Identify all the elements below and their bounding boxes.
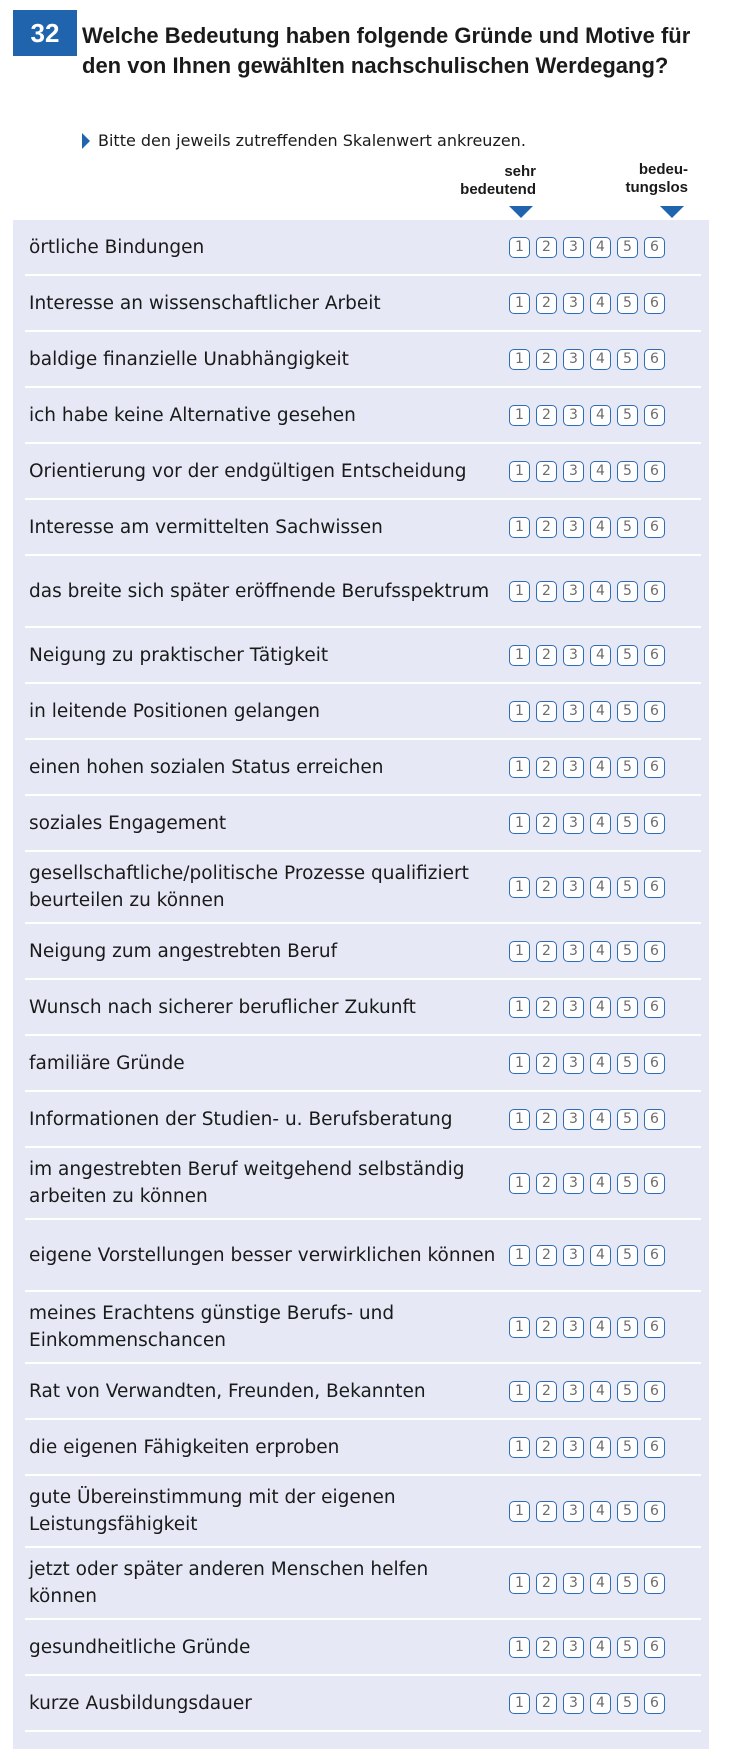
question-row <box>25 444 701 500</box>
scale-checkbox-4[interactable]: 4 <box>590 645 611 666</box>
scale-checkbox-2[interactable]: 2 <box>536 1637 557 1658</box>
scale-checkbox-6[interactable]: 6 <box>644 1317 665 1338</box>
scale-checkbox-4[interactable]: 4 <box>590 1317 611 1338</box>
scale-checkbox-6[interactable]: 6 <box>644 237 665 258</box>
scale-checkbox-2[interactable]: 2 <box>536 757 557 778</box>
scale-checkbox-3[interactable]: 3 <box>563 581 584 602</box>
scale-options <box>509 997 665 1018</box>
scale-checkbox-5[interactable]: 5 <box>617 997 638 1018</box>
question-row <box>25 500 701 556</box>
row-label: Orientierung vor der endgültigen Entscheidung <box>29 460 467 482</box>
scale-options <box>509 237 665 258</box>
scale-options <box>509 1381 665 1402</box>
scale-checkbox-6[interactable]: 6 <box>644 701 665 722</box>
row-label: Interesse an wissenschaftlicher Arbeit <box>29 292 381 314</box>
scale-checkbox-2[interactable]: 2 <box>536 1109 557 1130</box>
scale-checkbox-3[interactable]: 3 <box>563 877 584 898</box>
scale-options <box>509 645 665 666</box>
scale-checkbox-2[interactable]: 2 <box>536 701 557 722</box>
scale-checkbox-5[interactable]: 5 <box>617 1437 638 1458</box>
scale-checkbox-6[interactable]: 6 <box>644 645 665 666</box>
scale-checkbox-1[interactable]: 1 <box>509 349 530 370</box>
scale-checkbox-5[interactable]: 5 <box>617 293 638 314</box>
scale-checkbox-4[interactable]: 4 <box>590 941 611 962</box>
scale-checkbox-6[interactable]: 6 <box>644 1573 665 1594</box>
scale-checkbox-3[interactable]: 3 <box>563 645 584 666</box>
scale-checkbox-1[interactable]: 1 <box>509 1245 530 1266</box>
scale-checkbox-2[interactable]: 2 <box>536 405 557 426</box>
scale-checkbox-5[interactable]: 5 <box>617 517 638 538</box>
triangle-right-icon <box>82 133 90 149</box>
scale-checkbox-1[interactable]: 1 <box>509 1693 530 1714</box>
row-label: baldige finanzielle Unabhängigkeit <box>29 348 349 370</box>
scale-checkbox-3[interactable]: 3 <box>563 1501 584 1522</box>
scale-checkbox-1[interactable]: 1 <box>509 1437 530 1458</box>
scale-checkbox-5[interactable]: 5 <box>617 701 638 722</box>
question-row <box>25 1620 701 1676</box>
row-label: Interesse am vermittelten Sachwissen <box>29 516 383 538</box>
scale-checkbox-3[interactable]: 3 <box>563 517 584 538</box>
scale-options <box>509 581 665 602</box>
scale-checkbox-2[interactable]: 2 <box>536 645 557 666</box>
question-row <box>25 924 701 980</box>
scale-checkbox-2[interactable]: 2 <box>536 1053 557 1074</box>
scale-checkbox-6[interactable]: 6 <box>644 1437 665 1458</box>
scale-options <box>509 877 665 898</box>
scale-options <box>509 1693 665 1714</box>
row-label: kurze Ausbildungsdauer <box>29 1692 252 1714</box>
scale-options <box>509 941 665 962</box>
scale-checkbox-4[interactable]: 4 <box>590 1173 611 1194</box>
question-row <box>25 980 701 1036</box>
scale-checkbox-2[interactable]: 2 <box>536 1381 557 1402</box>
scale-checkbox-5[interactable]: 5 <box>617 1053 638 1074</box>
scale-checkbox-6[interactable]: 6 <box>644 1109 665 1130</box>
scale-checkbox-2[interactable]: 2 <box>536 581 557 602</box>
scale-checkbox-1[interactable]: 1 <box>509 581 530 602</box>
scale-checkbox-4[interactable]: 4 <box>590 997 611 1018</box>
scale-options <box>509 517 665 538</box>
scale-checkbox-1[interactable]: 1 <box>509 461 530 482</box>
row-label: meines Erachtens günstige Berufs- und Einkommenschancen <box>29 1303 395 1351</box>
scale-checkbox-3[interactable]: 3 <box>563 1437 584 1458</box>
question-row <box>25 1220 701 1292</box>
scale-checkbox-3[interactable]: 3 <box>563 701 584 722</box>
row-label: Informationen der Studien- u. Berufsberatung <box>29 1108 453 1130</box>
scale-checkbox-4[interactable]: 4 <box>590 1245 611 1266</box>
question-row <box>25 1548 701 1620</box>
scale-checkbox-4[interactable]: 4 <box>590 1381 611 1402</box>
scale-checkbox-6[interactable]: 6 <box>644 1053 665 1074</box>
row-label: jetzt oder später anderen Menschen helfen können <box>29 1559 429 1607</box>
scale-checkbox-5[interactable]: 5 <box>617 349 638 370</box>
scale-checkbox-6[interactable]: 6 <box>644 405 665 426</box>
scale-checkbox-2[interactable]: 2 <box>536 1501 557 1522</box>
question-row <box>25 1292 701 1364</box>
scale-checkbox-4[interactable]: 4 <box>590 701 611 722</box>
question-number: 32 <box>30 17 60 48</box>
scale-checkbox-2[interactable]: 2 <box>536 1245 557 1266</box>
scale-checkbox-1[interactable]: 1 <box>509 813 530 834</box>
scale-checkbox-6[interactable]: 6 <box>644 877 665 898</box>
scale-checkbox-5[interactable]: 5 <box>617 461 638 482</box>
scale-checkbox-1[interactable]: 1 <box>509 997 530 1018</box>
scale-checkbox-3[interactable]: 3 <box>563 1173 584 1194</box>
scale-checkbox-4[interactable]: 4 <box>590 237 611 258</box>
scale-checkbox-3[interactable]: 3 <box>563 1109 584 1130</box>
scale-checkbox-3[interactable]: 3 <box>563 237 584 258</box>
question-row <box>25 628 701 684</box>
row-label: eigene Vorstellungen besser verwirklichen können <box>29 1244 496 1266</box>
scale-checkbox-2[interactable]: 2 <box>536 1573 557 1594</box>
scale-checkbox-3[interactable]: 3 <box>563 1573 584 1594</box>
question-row <box>25 796 701 852</box>
scale-checkbox-5[interactable]: 5 <box>617 1245 638 1266</box>
scale-checkbox-1[interactable]: 1 <box>509 701 530 722</box>
scale-checkbox-6[interactable]: 6 <box>644 517 665 538</box>
scale-checkbox-4[interactable]: 4 <box>590 517 611 538</box>
scale-checkbox-5[interactable]: 5 <box>617 941 638 962</box>
scale-options <box>509 1173 665 1194</box>
scale-checkbox-2[interactable]: 2 <box>536 461 557 482</box>
scale-checkbox-4[interactable]: 4 <box>590 1109 611 1130</box>
scale-checkbox-2[interactable]: 2 <box>536 293 557 314</box>
scale-checkbox-3[interactable]: 3 <box>563 997 584 1018</box>
question-row <box>25 1036 701 1092</box>
scale-checkbox-6[interactable]: 6 <box>644 757 665 778</box>
scale-checkbox-4[interactable]: 4 <box>590 813 611 834</box>
scale-options <box>509 1053 665 1074</box>
scale-checkbox-3[interactable]: 3 <box>563 349 584 370</box>
question-row <box>25 684 701 740</box>
scale-checkbox-4[interactable]: 4 <box>590 1501 611 1522</box>
row-label: in leitende Positionen gelangen <box>29 700 320 722</box>
scale-options <box>509 1109 665 1130</box>
row-label: das breite sich später eröffnende Berufsspektrum <box>29 580 490 602</box>
question-row <box>25 388 701 444</box>
scale-checkbox-5[interactable]: 5 <box>617 1381 638 1402</box>
scale-checkbox-2[interactable]: 2 <box>536 1317 557 1338</box>
scale-options <box>509 1637 665 1658</box>
scale-checkbox-3[interactable]: 3 <box>563 1317 584 1338</box>
scale-checkbox-5[interactable]: 5 <box>617 1501 638 1522</box>
scale-checkbox-6[interactable]: 6 <box>644 461 665 482</box>
scale-checkbox-2[interactable]: 2 <box>536 349 557 370</box>
scale-checkbox-1[interactable]: 1 <box>509 293 530 314</box>
scale-options <box>509 405 665 426</box>
row-label: gesellschaftliche/politische Prozesse qualifiziert beurteilen zu können <box>29 863 469 911</box>
row-label: gute Übereinstimmung mit der eigenen Leistungsfähigkeit <box>29 1487 396 1535</box>
row-label: die eigenen Fähigkeiten erproben <box>29 1436 340 1458</box>
row-label: Rat von Verwandten, Freunden, Bekannten <box>29 1380 426 1402</box>
scale-checkbox-1[interactable]: 1 <box>509 517 530 538</box>
scale-options <box>509 461 665 482</box>
scale-checkbox-1[interactable]: 1 <box>509 757 530 778</box>
scale-checkbox-4[interactable]: 4 <box>590 293 611 314</box>
scale-checkbox-5[interactable]: 5 <box>617 757 638 778</box>
scale-checkbox-2[interactable]: 2 <box>536 1693 557 1714</box>
scale-checkbox-3[interactable]: 3 <box>563 1245 584 1266</box>
scale-options <box>509 1501 665 1522</box>
scale-options <box>509 1573 665 1594</box>
scale-checkbox-2[interactable]: 2 <box>536 517 557 538</box>
scale-checkbox-4[interactable]: 4 <box>590 1053 611 1074</box>
question-row <box>25 1676 701 1732</box>
row-label: familiäre Gründe <box>29 1052 185 1074</box>
scale-checkbox-3[interactable]: 3 <box>563 1637 584 1658</box>
scale-checkbox-1[interactable]: 1 <box>509 1573 530 1594</box>
scale-checkbox-6[interactable]: 6 <box>644 1637 665 1658</box>
scale-checkbox-4[interactable]: 4 <box>590 349 611 370</box>
scale-checkbox-2[interactable]: 2 <box>536 941 557 962</box>
scale-checkbox-6[interactable]: 6 <box>644 1381 665 1402</box>
scale-checkbox-5[interactable]: 5 <box>617 877 638 898</box>
scale-checkbox-1[interactable]: 1 <box>509 405 530 426</box>
question-row <box>25 1148 701 1220</box>
scale-options <box>509 1245 665 1266</box>
row-label: einen hohen sozialen Status erreichen <box>29 756 384 778</box>
scale-left-label: sehr bedeutend <box>460 163 536 198</box>
row-label: ich habe keine Alternative gesehen <box>29 404 356 426</box>
triangle-down-icon <box>509 206 533 218</box>
scale-checkbox-6[interactable]: 6 <box>644 293 665 314</box>
row-label: gesundheitliche Gründe <box>29 1636 251 1658</box>
question-row <box>25 740 701 796</box>
question-row <box>25 1092 701 1148</box>
scale-checkbox-4[interactable]: 4 <box>590 461 611 482</box>
scale-checkbox-6[interactable]: 6 <box>644 581 665 602</box>
scale-checkbox-6[interactable]: 6 <box>644 1693 665 1714</box>
scale-checkbox-5[interactable]: 5 <box>617 645 638 666</box>
scale-checkbox-6[interactable]: 6 <box>644 1245 665 1266</box>
scale-checkbox-1[interactable]: 1 <box>509 1109 530 1130</box>
question-title: Welche Bedeutung haben folgende Gründe und Motive für den von Ihnen gewählten nachschulischen Werdegang? <box>82 23 691 78</box>
scale-checkbox-1[interactable]: 1 <box>509 645 530 666</box>
scale-checkbox-5[interactable]: 5 <box>617 405 638 426</box>
scale-checkbox-5[interactable]: 5 <box>617 1573 638 1594</box>
scale-checkbox-3[interactable]: 3 <box>563 405 584 426</box>
scale-checkbox-3[interactable]: 3 <box>563 813 584 834</box>
scale-options <box>509 1317 665 1338</box>
scale-checkbox-5[interactable]: 5 <box>617 1637 638 1658</box>
scale-checkbox-3[interactable]: 3 <box>563 461 584 482</box>
question-number-badge <box>13 10 77 56</box>
row-label: Neigung zum angestrebten Beruf <box>29 940 338 962</box>
scale-checkbox-5[interactable]: 5 <box>617 813 638 834</box>
scale-checkbox-1[interactable]: 1 <box>509 237 530 258</box>
scale-checkbox-2[interactable]: 2 <box>536 997 557 1018</box>
scale-checkbox-6[interactable]: 6 <box>644 349 665 370</box>
question-row <box>25 1420 701 1476</box>
scale-checkbox-4[interactable]: 4 <box>590 757 611 778</box>
instruction <box>82 131 526 150</box>
scale-checkbox-6[interactable]: 6 <box>644 813 665 834</box>
question-row <box>25 852 701 924</box>
scale-checkbox-5[interactable]: 5 <box>617 1109 638 1130</box>
scale-checkbox-3[interactable]: 3 <box>563 1693 584 1714</box>
scale-checkbox-6[interactable]: 6 <box>644 941 665 962</box>
question-row <box>25 556 701 628</box>
question-row <box>25 332 701 388</box>
scale-checkbox-4[interactable]: 4 <box>590 877 611 898</box>
scale-checkbox-2[interactable]: 2 <box>536 237 557 258</box>
question-row <box>25 1476 701 1548</box>
scale-checkbox-2[interactable]: 2 <box>536 877 557 898</box>
scale-checkbox-1[interactable]: 1 <box>509 1317 530 1338</box>
row-label: Wunsch nach sicherer beruflicher Zukunft <box>29 996 416 1018</box>
scale-options <box>509 349 665 370</box>
scale-checkbox-1[interactable]: 1 <box>509 1501 530 1522</box>
scale-checkbox-2[interactable]: 2 <box>536 813 557 834</box>
scale-checkbox-3[interactable]: 3 <box>563 757 584 778</box>
scale-right-label: bedeu- tungslos <box>625 161 688 196</box>
scale-checkbox-4[interactable]: 4 <box>590 1437 611 1458</box>
instruction-text: Bitte den jeweils zutreffenden Skalenwert ankreuzen. <box>98 131 526 150</box>
scale-checkbox-3[interactable]: 3 <box>563 941 584 962</box>
scale-checkbox-2[interactable]: 2 <box>536 1173 557 1194</box>
row-label: soziales Engagement <box>29 812 227 834</box>
scale-checkbox-5[interactable]: 5 <box>617 581 638 602</box>
scale-checkbox-3[interactable]: 3 <box>563 1381 584 1402</box>
scale-checkbox-1[interactable]: 1 <box>509 1053 530 1074</box>
scale-checkbox-5[interactable]: 5 <box>617 1693 638 1714</box>
scale-checkbox-6[interactable]: 6 <box>644 997 665 1018</box>
scale-checkbox-5[interactable]: 5 <box>617 237 638 258</box>
scale-checkbox-1[interactable]: 1 <box>509 941 530 962</box>
row-label: im angestrebten Beruf weitgehend selbständig arbeiten zu können <box>29 1159 465 1207</box>
scale-checkbox-3[interactable]: 3 <box>563 293 584 314</box>
scale-checkbox-6[interactable]: 6 <box>644 1173 665 1194</box>
question-row <box>25 1364 701 1420</box>
scale-checkbox-1[interactable]: 1 <box>509 1381 530 1402</box>
scale-checkbox-4[interactable]: 4 <box>590 581 611 602</box>
scale-checkbox-2[interactable]: 2 <box>536 1437 557 1458</box>
scale-checkbox-1[interactable]: 1 <box>509 1637 530 1658</box>
question-grid <box>13 220 709 1749</box>
scale-options <box>509 813 665 834</box>
scale-options <box>509 1437 665 1458</box>
scale-checkbox-3[interactable]: 3 <box>563 1053 584 1074</box>
question-row <box>25 276 701 332</box>
scale-checkbox-6[interactable]: 6 <box>644 1501 665 1522</box>
scale-checkbox-5[interactable]: 5 <box>617 1173 638 1194</box>
scale-options <box>509 757 665 778</box>
scale-checkbox-4[interactable]: 4 <box>590 405 611 426</box>
scale-checkbox-1[interactable]: 1 <box>509 1173 530 1194</box>
scale-options <box>509 701 665 722</box>
row-label: Neigung zu praktischer Tätigkeit <box>29 644 329 666</box>
scale-checkbox-4[interactable]: 4 <box>590 1637 611 1658</box>
scale-checkbox-1[interactable]: 1 <box>509 877 530 898</box>
scale-checkbox-4[interactable]: 4 <box>590 1573 611 1594</box>
scale-checkbox-5[interactable]: 5 <box>617 1317 638 1338</box>
row-label: örtliche Bindungen <box>29 236 205 258</box>
question-row <box>25 220 701 276</box>
scale-options <box>509 293 665 314</box>
scale-checkbox-4[interactable]: 4 <box>590 1693 611 1714</box>
triangle-down-icon <box>660 206 684 218</box>
